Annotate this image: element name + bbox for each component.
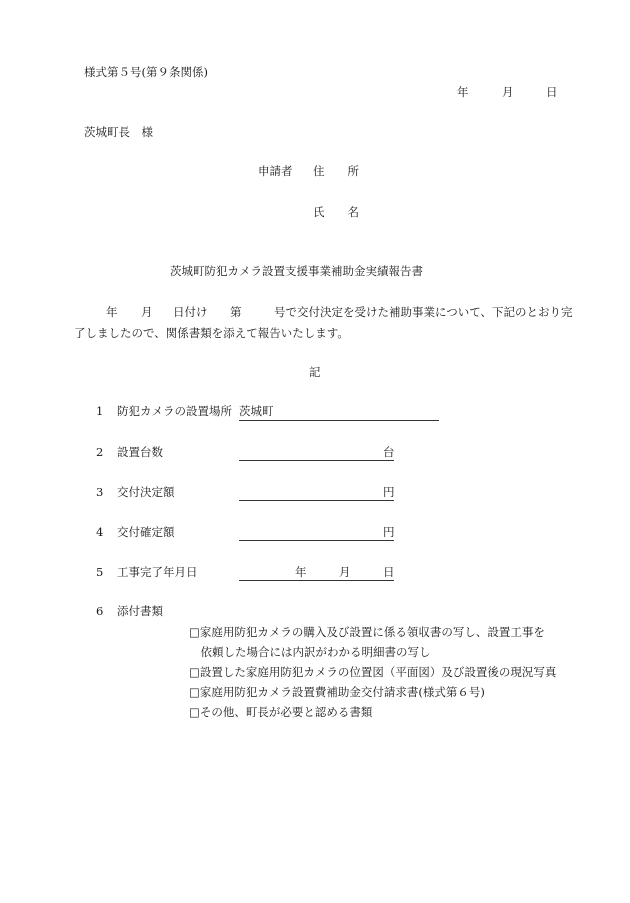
body-line-2: 了しましたので、関係書類を添えて報告いたします。 bbox=[74, 326, 349, 340]
item-number: 1 bbox=[96, 404, 104, 418]
name-label: 氏 名 bbox=[313, 205, 359, 219]
ki-heading: 記 bbox=[309, 365, 321, 379]
body-year: 年 bbox=[106, 305, 118, 319]
attachment-item-continued: 依頼した場合には内訳がわかる明細書の写し bbox=[189, 645, 431, 659]
item-unit: 台 bbox=[383, 445, 395, 459]
item-label: 防犯カメラの設置場所 bbox=[117, 404, 232, 418]
body-month: 月 bbox=[141, 305, 153, 319]
item-year: 年 bbox=[295, 565, 307, 579]
item-unit: 円 bbox=[383, 485, 395, 499]
item-number: 3 bbox=[96, 485, 104, 499]
attachment-item: □その他、町長が必要と認める書類 bbox=[189, 705, 373, 719]
body-date-suffix: 日付け bbox=[173, 305, 208, 319]
document-title: 茨城町防犯カメラ設置支援事業補助金実績報告書 bbox=[170, 264, 423, 278]
date-day: 日 bbox=[546, 85, 558, 99]
item-label: 交付確定額 bbox=[117, 525, 175, 539]
body-rest: 号で交付決定を受けた補助事業について、下記のとおり完 bbox=[274, 305, 573, 319]
item-number: 2 bbox=[96, 445, 104, 459]
date-year: 年 bbox=[457, 85, 469, 99]
item-day: 日 bbox=[383, 565, 395, 579]
item-underline bbox=[239, 460, 394, 461]
item-underline bbox=[239, 420, 439, 421]
item-underline bbox=[239, 580, 394, 581]
address-label: 住 所 bbox=[313, 164, 359, 178]
form-number: 様式第５号(第９条関係) bbox=[84, 65, 208, 79]
attachment-item: □家庭用防犯カメラの購入及び設置に係る領収書の写し、設置工事を bbox=[189, 625, 545, 639]
item-label: 工事完了年月日 bbox=[117, 565, 198, 579]
item-value: 茨城町 bbox=[239, 404, 274, 418]
addressee: 茨城町長 様 bbox=[84, 125, 153, 139]
attachment-item: □家庭用防犯カメラ設置費補助金交付請求書(様式第６号) bbox=[189, 685, 485, 699]
item-month: 月 bbox=[339, 565, 351, 579]
applicant-label: 申請者 bbox=[258, 164, 293, 178]
item-underline bbox=[239, 500, 394, 501]
attachment-item: □設置した家庭用防犯カメラの位置図（平面図）及び設置後の現況写真 bbox=[189, 665, 557, 679]
item-number: 6 bbox=[96, 604, 104, 618]
item-underline bbox=[239, 540, 394, 541]
item-number: 4 bbox=[96, 525, 104, 539]
item-label: 添付書類 bbox=[117, 604, 163, 618]
item-label: 設置台数 bbox=[117, 445, 163, 459]
body-dai: 第 bbox=[230, 305, 242, 319]
item-number: 5 bbox=[96, 565, 104, 579]
date-month: 月 bbox=[502, 85, 514, 99]
item-unit: 円 bbox=[383, 525, 395, 539]
item-label: 交付決定額 bbox=[117, 485, 175, 499]
